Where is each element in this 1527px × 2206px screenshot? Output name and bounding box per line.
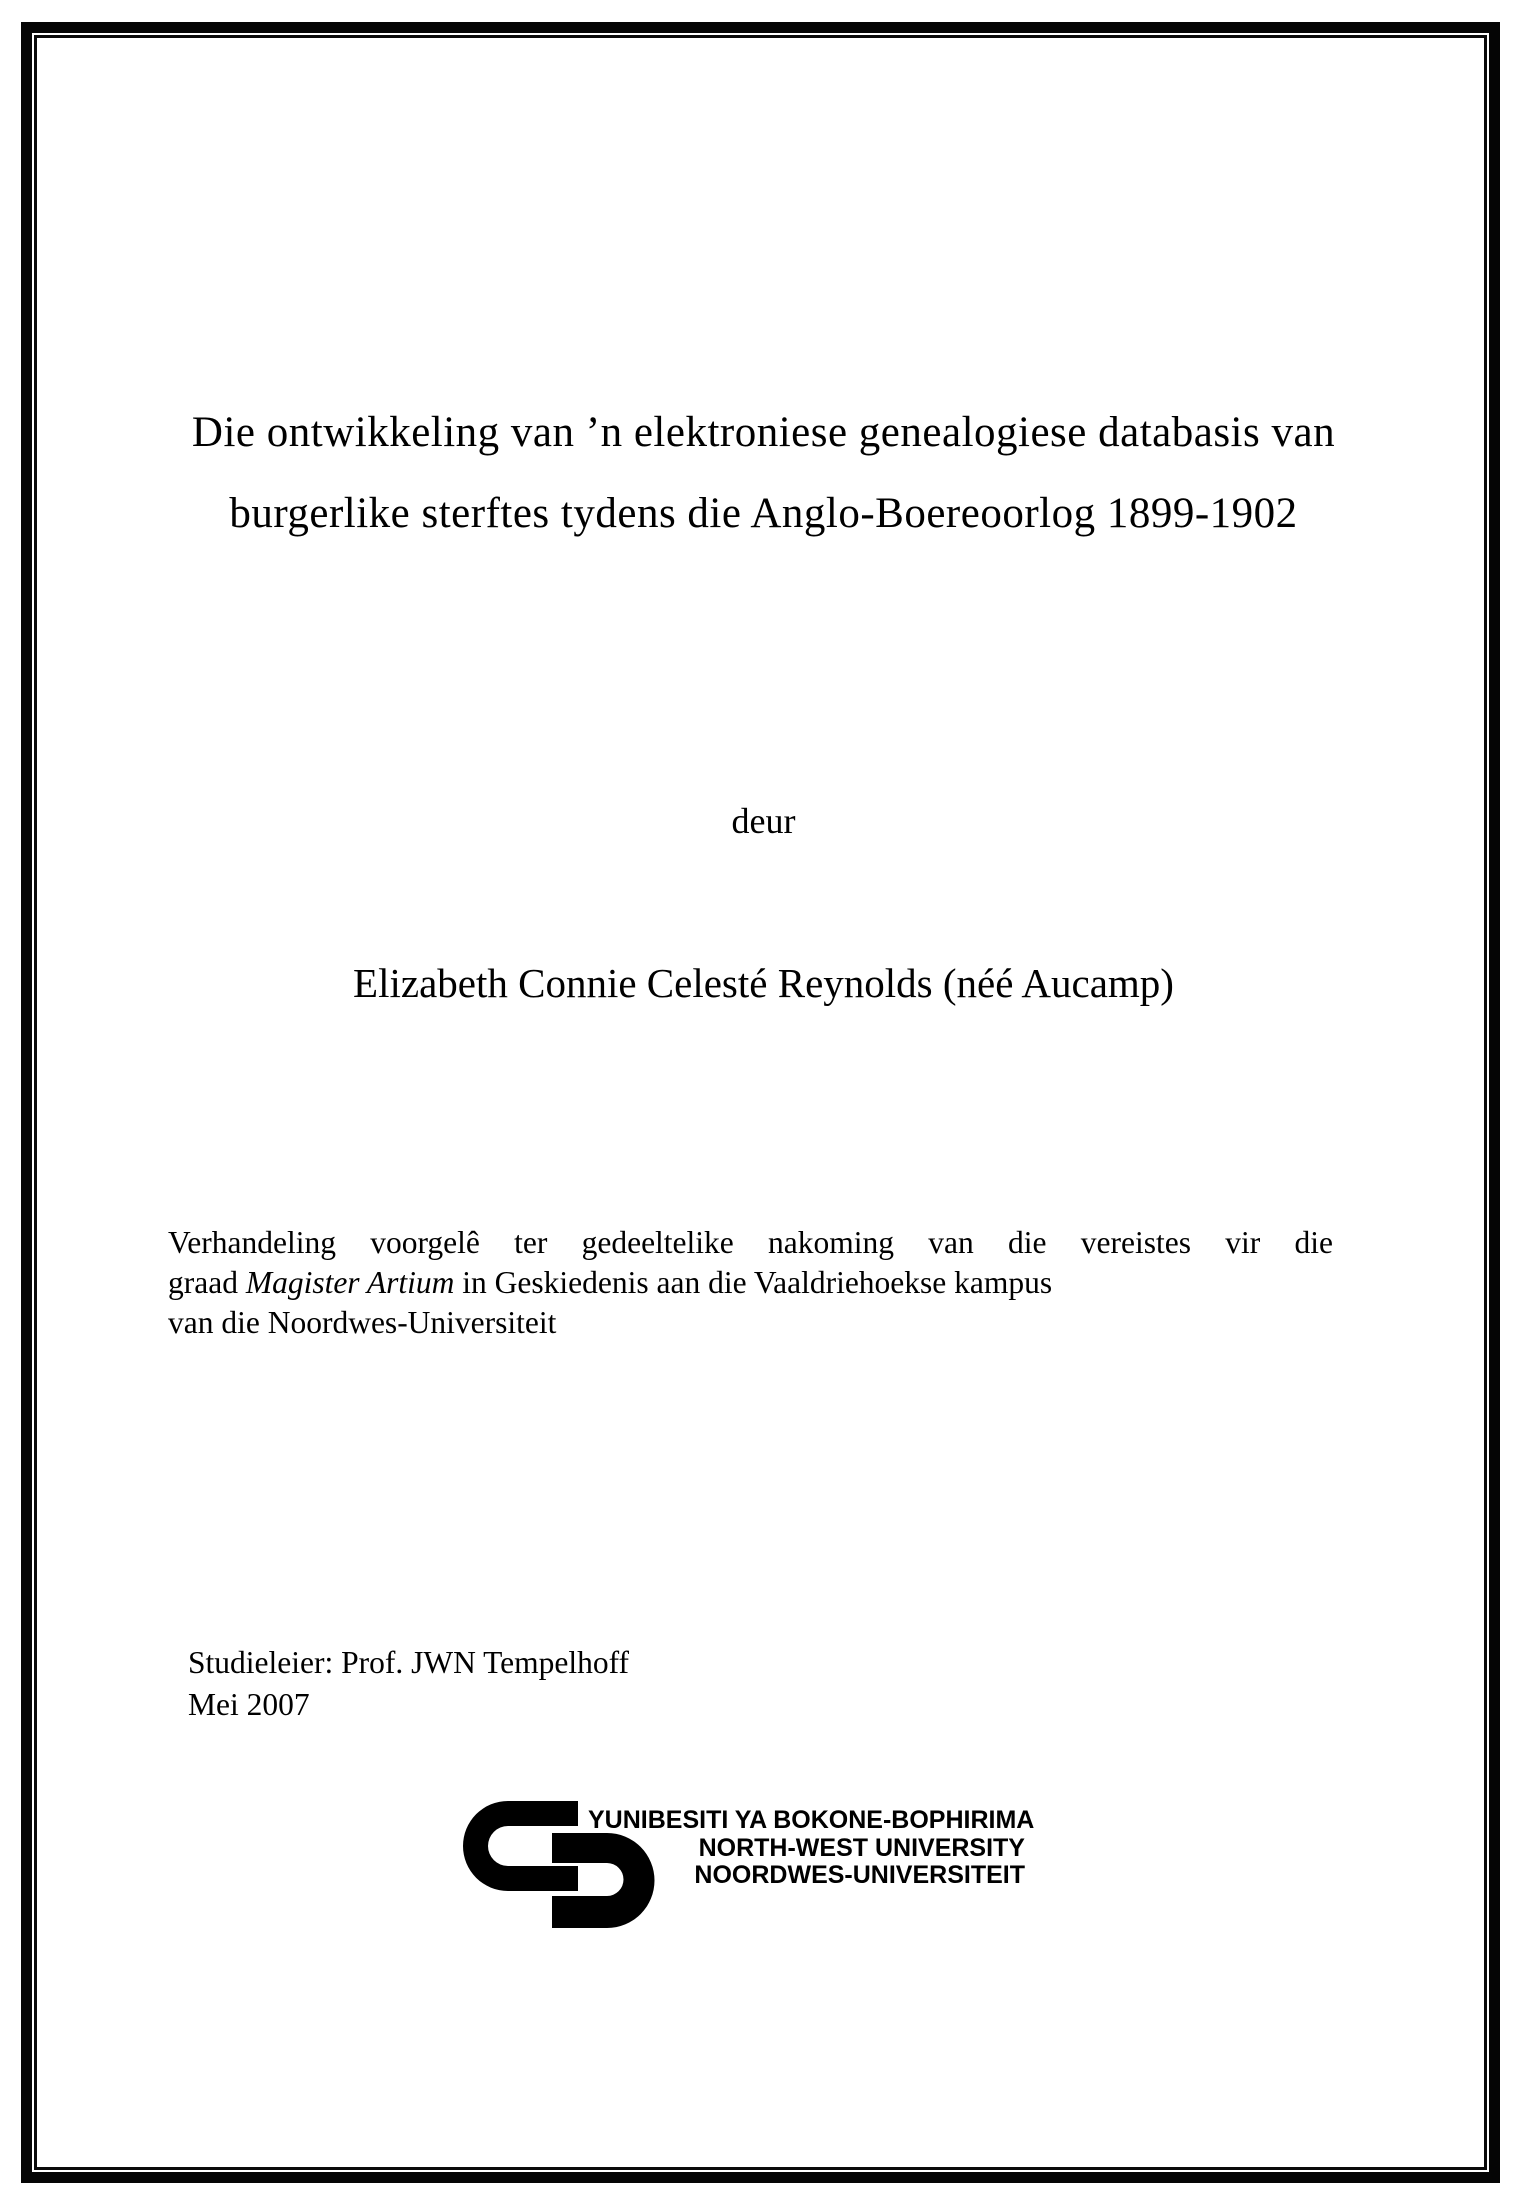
university-name-setswana: YUNIBESITI YA BOKONE-BOPHIRIMA <box>588 1806 1035 1834</box>
statement-line-2 <box>168 1263 1333 1303</box>
statement-line-3: van die Noordwes-Universiteit <box>168 1305 557 1340</box>
university-names <box>588 1806 1035 1890</box>
thesis-title-line-2: burgerlike sterftes tydens die Anglo-Boereoorlog 1899-1902 <box>229 490 1298 537</box>
thesis-title-line-1: Die ontwikkeling van ’n elektroniese genealogiese databasis van <box>191 409 1336 456</box>
supervisor-line: Studieleier: Prof. JWN Tempelhoff <box>188 1645 630 1680</box>
author-name: Elizabeth Connie Celesté Reynolds (néé Aucamp) <box>353 960 1174 1006</box>
degree-name: Magister Artium <box>245 1265 455 1300</box>
university-name-english: NORTH-WEST UNIVERSITY <box>698 1833 1025 1862</box>
university-logo <box>458 1797 1038 1937</box>
statement-line-2-prefix: graad <box>168 1265 246 1300</box>
university-name-afrikaans: NOORDWES-UNIVERSITEIT <box>694 1861 1025 1889</box>
statement-line-1: Verhandeling voorgelê ter gedeeltelike nakoming van die vereistes vir die <box>168 1225 1333 1260</box>
thesis-title <box>60 392 1467 554</box>
thesis-statement <box>168 1223 1333 1343</box>
date-line: Mei 2007 <box>188 1687 310 1722</box>
statement-line-2-suffix: in Geskiedenis aan die Vaaldriehoekse kampus <box>454 1265 1053 1300</box>
supervisor-block <box>188 1642 629 1726</box>
byline-label: deur <box>731 801 796 841</box>
